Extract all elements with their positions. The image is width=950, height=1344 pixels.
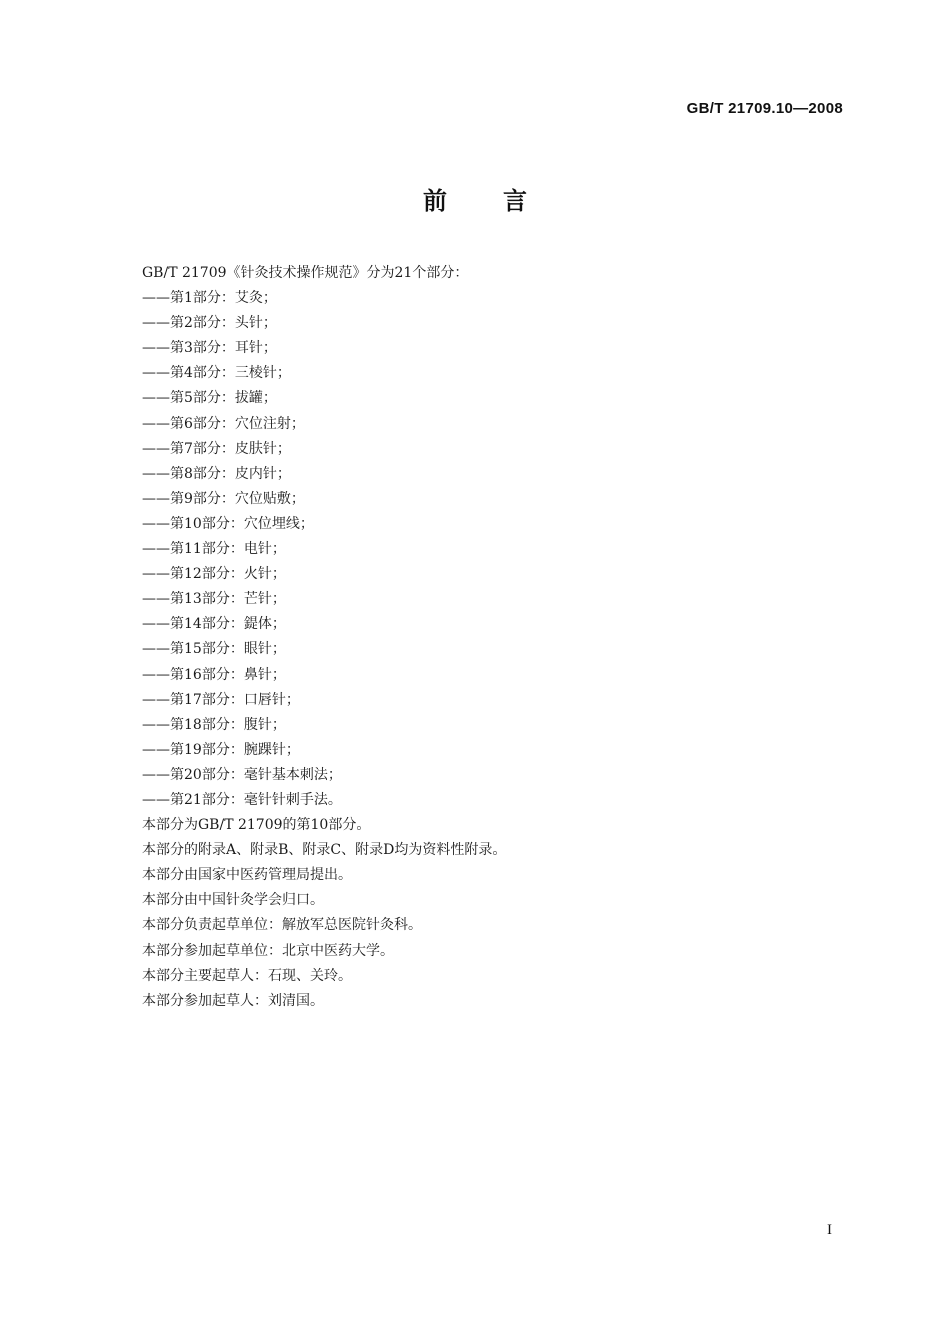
list-item: ——第1部分：艾灸； xyxy=(142,290,277,307)
list-item: ——第20部分：毫针基本刺法； xyxy=(142,766,342,783)
intro-line: GB/T 21709《针灸技术操作规范》分为21个部分： xyxy=(142,265,469,281)
statement-proposer: 本部分由国家中医药管理局提出。 xyxy=(142,867,352,884)
statements xyxy=(142,813,842,1014)
list-item: ——第12部分：火针； xyxy=(142,566,286,583)
list-item: ——第2部分：头针； xyxy=(142,315,277,332)
statement-part-number: 本部分为GB/T 21709的第10部分。 xyxy=(142,817,371,834)
page-number: I xyxy=(827,1222,832,1238)
statement-main-drafters: 本部分主要起草人：石现、关玲。 xyxy=(142,967,352,984)
page-title: 前言 xyxy=(423,187,583,215)
list-item: ——第5部分：拔罐； xyxy=(142,390,277,407)
list-item: ——第15部分：眼针； xyxy=(142,641,286,658)
statement-appendices: 本部分的附录A、附录B、附录C、附录D均为资料性附录。 xyxy=(142,842,507,859)
list-item: ——第8部分：皮内针； xyxy=(142,465,291,482)
list-item: ——第4部分：三棱针； xyxy=(142,365,291,382)
list-item: ——第3部分：耳针； xyxy=(142,340,277,357)
statement-participating-drafters: 本部分参加起草人：刘清国。 xyxy=(142,992,324,1009)
list-item: ——第19部分：腕踝针； xyxy=(142,741,300,758)
foreword-body xyxy=(142,261,842,1014)
list-item: ——第21部分：毫针针刺手法。 xyxy=(142,791,342,808)
list-item: ——第11部分：电针； xyxy=(142,541,286,558)
list-item: ——第9部分：穴位贴敷； xyxy=(142,490,305,507)
list-item: ——第10部分：穴位埋线； xyxy=(142,515,314,532)
list-item: ——第7部分：皮肤针； xyxy=(142,440,291,457)
list-item: ——第16部分：鼻针； xyxy=(142,666,286,683)
parts-list xyxy=(142,286,842,813)
statement-centralized: 本部分由中国针灸学会归口。 xyxy=(142,892,324,909)
list-item: ——第14部分：鍉体； xyxy=(142,616,286,633)
statement-drafting-unit: 本部分负责起草单位：解放军总医院针灸科。 xyxy=(142,917,422,934)
list-item: ——第6部分：穴位注射； xyxy=(142,415,305,432)
list-item: ——第17部分：口唇针； xyxy=(142,691,300,708)
statement-participating-unit: 本部分参加起草单位：北京中医药大学。 xyxy=(142,942,394,959)
list-item: ——第13部分：芒针； xyxy=(142,591,286,608)
standard-code: GB/T 21709.10—2008 xyxy=(686,100,843,117)
list-item: ——第18部分：腹针； xyxy=(142,716,286,733)
